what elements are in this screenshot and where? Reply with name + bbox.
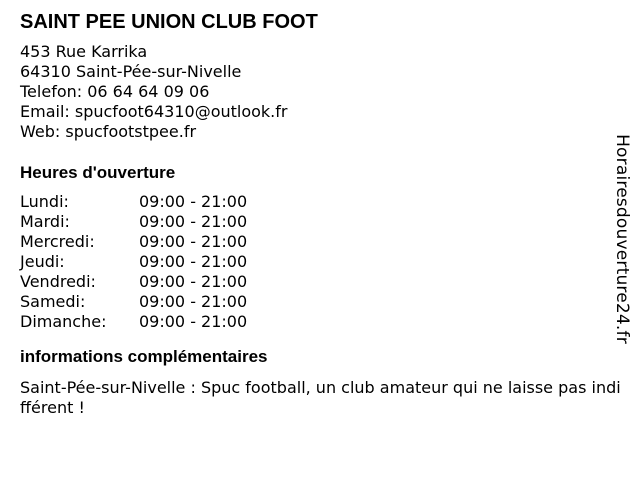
web-address: spucfootstpee.fr xyxy=(65,122,197,141)
day-hours: 09:00 - 21:00 xyxy=(139,252,248,271)
day-label: Jeudi: xyxy=(20,252,65,271)
phone-label: Telefon: xyxy=(20,82,83,101)
hours-row-sunday xyxy=(20,312,610,332)
day-label: Mercredi: xyxy=(20,232,95,251)
info-description: Saint-Pée-sur-Nivelle : Spuc football, un club amateur qui ne laisse pas indifférent ! xyxy=(20,378,621,417)
hours-row-monday xyxy=(20,192,610,212)
hours-row-tuesday xyxy=(20,212,610,232)
hours-title: Heures d'ouverture xyxy=(20,163,176,182)
day-label: Dimanche: xyxy=(20,312,107,331)
address-city: 64310 Saint-Pée-sur-Nivelle xyxy=(20,62,242,81)
phone-number: 06 64 64 09 06 xyxy=(87,82,210,101)
address-street: 453 Rue Karrika xyxy=(20,42,148,61)
business-card xyxy=(20,10,621,418)
phone-line xyxy=(20,82,610,102)
hours-table xyxy=(20,192,610,332)
hours-row-thursday xyxy=(20,252,610,272)
day-hours: 09:00 - 21:00 xyxy=(139,232,248,251)
web-label: Web: xyxy=(20,122,61,141)
day-hours: 09:00 - 21:00 xyxy=(139,192,248,211)
hours-row-saturday xyxy=(20,292,610,312)
hours-row-friday xyxy=(20,272,610,292)
watermark-text: Horairesdouverture24.fr xyxy=(612,134,633,344)
day-label: Lundi: xyxy=(20,192,69,211)
info-title: informations complémentaires xyxy=(20,347,268,366)
day-label: Vendredi: xyxy=(20,272,96,291)
day-label: Samedi: xyxy=(20,292,86,311)
day-hours: 09:00 - 21:00 xyxy=(139,292,248,311)
email-address: spucfoot64310@outlook.fr xyxy=(74,102,288,121)
day-label: Mardi: xyxy=(20,212,70,231)
business-name: SAINT PEE UNION CLUB FOOT xyxy=(20,11,318,33)
email-label: Email: xyxy=(20,102,70,121)
day-hours: 09:00 - 21:00 xyxy=(139,312,248,331)
day-hours: 09:00 - 21:00 xyxy=(139,272,248,291)
web-line xyxy=(20,122,610,142)
site-watermark xyxy=(610,134,634,344)
day-hours: 09:00 - 21:00 xyxy=(139,212,248,231)
hours-row-wednesday xyxy=(20,232,610,252)
email-line xyxy=(20,102,610,122)
